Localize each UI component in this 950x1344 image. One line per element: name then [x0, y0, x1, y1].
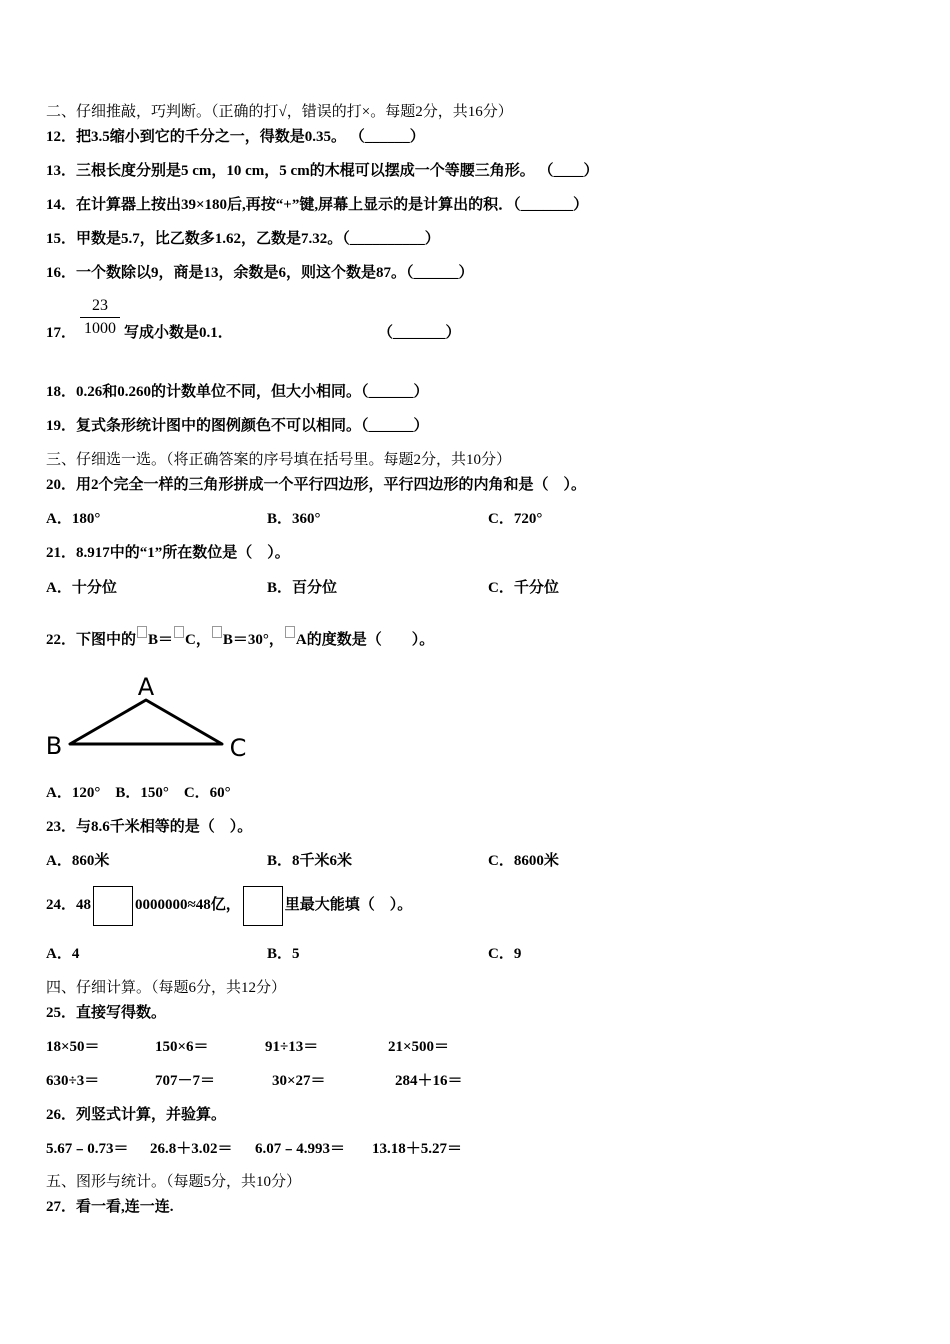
q20-option-b: B．360°: [267, 511, 321, 527]
vertical-calc-item: 26.8＋3.02＝: [150, 1141, 233, 1157]
question-18: 18．0.26和0.260的计数单位不同，但大小相同。（______）: [46, 384, 429, 400]
vertex-label-c: C: [229, 734, 247, 762]
q22-text-2: B＝: [148, 632, 174, 648]
fraction-numerator: 23: [92, 297, 108, 314]
q24-text-2: 0000000≈48亿，: [135, 897, 241, 913]
calc-item: 707－7＝: [155, 1073, 216, 1089]
question-21-stem: 21．8.917中的“1”所在数位是（ ）。: [46, 545, 290, 561]
question-27: 27．看一看,连一连.: [46, 1199, 174, 1215]
q21-option-a: A．十分位: [46, 580, 117, 596]
q24-option-a: A．4: [46, 946, 80, 962]
calc-item: 630÷3＝: [46, 1073, 100, 1089]
question-17-text: 写成小数是0.1．: [124, 325, 233, 341]
q21-option-c: C．千分位: [488, 580, 559, 596]
angle-symbol-icon: [137, 626, 147, 638]
q22-text-1: 22．下图中的: [46, 632, 137, 648]
calc-item: 30×27＝: [272, 1073, 326, 1089]
vertical-calc-item: 5.67﹣0.73＝: [46, 1141, 129, 1157]
vertical-calc-item: 13.18＋5.27＝: [372, 1141, 463, 1157]
q20-option-a: A．180°: [46, 511, 101, 527]
q22-text-5: A的度数是（ ）。: [295, 632, 435, 648]
question-14: 14．在计算器上按出39×180后,再按“+”键,屏幕上显示的是计算出的积．（_______）: [46, 197, 589, 213]
angle-symbol-icon: [212, 626, 222, 638]
question-17-blank: （_______）: [378, 325, 461, 341]
q20-option-c: C．720°: [488, 511, 543, 527]
calc-item: 91÷13＝: [265, 1039, 319, 1055]
vertex-label-b: B: [45, 732, 63, 760]
blank-box: [93, 886, 133, 926]
calc-item: 18×50＝: [46, 1039, 100, 1055]
question-25-stem: 25．直接写得数。: [46, 1005, 167, 1021]
question-24-stem: [46, 884, 412, 926]
q23-option-b: B．8千米6米: [267, 853, 353, 869]
question-23-stem: 23．与8.6千米相等的是（ ）。: [46, 819, 253, 835]
q24-text-1: 24．48: [46, 897, 92, 913]
q24-option-b: B．5: [267, 946, 300, 962]
vertical-calc-item: 6.07﹣4.993＝: [255, 1141, 346, 1157]
triangle-abc: [70, 700, 222, 744]
question-19: 19．复式条形统计图中的图例颜色不可以相同。（______）: [46, 418, 429, 434]
q24-text-3: 里最大能填（ ）。: [284, 897, 413, 913]
q23-option-c: C．8600米: [488, 853, 559, 869]
question-12: 12．把3.5缩小到它的千分之一，得数是0.35。 （______）: [46, 129, 425, 145]
q24-option-c: C．9: [488, 946, 522, 962]
section-2-heading: 二、仔细推敲，巧判断。（正确的打√，错误的打×。每题2分，共16分）: [46, 104, 513, 120]
question-13: 13．三根长度分别是5 cm，10 cm，5 cm的木棍可以摆成一个等腰三角形。 （____）: [46, 163, 599, 179]
calc-item: 150×6＝: [155, 1039, 209, 1055]
question-17-prefix: 17．: [46, 325, 77, 341]
fraction-bar: [80, 317, 120, 318]
fraction-23-1000: [80, 297, 120, 338]
question-26-stem: 26．列竖式计算，并验算。: [46, 1107, 227, 1123]
calc-item: 21×500＝: [388, 1039, 450, 1055]
q22-options: A．120° B．150° C．60°: [46, 785, 231, 801]
question-15: 15．甲数是5.7，比乙数多1.62，乙数是7.32。（__________）: [46, 231, 440, 247]
section-4-heading: 四、仔细计算。（每题6分，共12分）: [46, 980, 287, 996]
angle-symbol-icon: [174, 626, 184, 638]
calc-item: 284＋16＝: [395, 1073, 463, 1089]
question-16: 16．一个数除以9，商是13，余数是6，则这个数是87。（______）: [46, 265, 474, 281]
section-5-heading: 五、图形与统计。（每题5分，共10分）: [46, 1174, 302, 1190]
fraction-denominator: 1000: [84, 320, 116, 337]
triangle-figure: [40, 668, 260, 768]
blank-box: [243, 886, 283, 926]
question-22-stem: [46, 626, 434, 649]
section-3-heading: 三、仔细选一选。（将正确答案的序号填在括号里。每题2分，共10分）: [46, 452, 512, 468]
q22-text-3: C，: [185, 632, 211, 648]
vertex-label-a: A: [137, 673, 155, 701]
q23-option-a: A．860米: [46, 853, 110, 869]
question-20-stem: 20．用2个完全一样的三角形拼成一个平行四边形，平行四边形的内角和是（ ）。: [46, 477, 587, 493]
q22-text-4: B＝30°，: [222, 632, 284, 648]
angle-symbol-icon: [285, 626, 295, 638]
q21-option-b: B．百分位: [267, 580, 338, 596]
